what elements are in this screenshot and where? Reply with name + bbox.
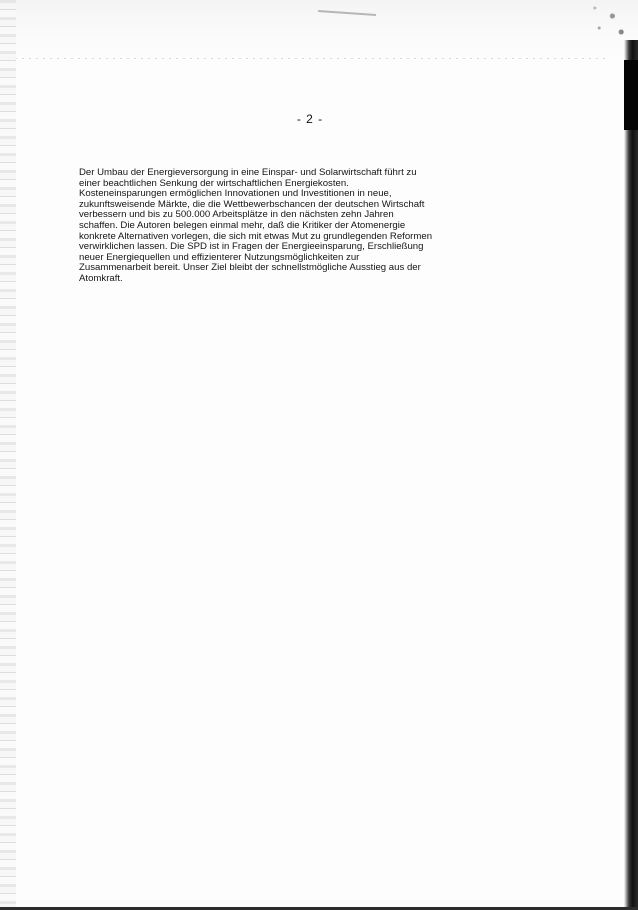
- text-line: schaffen. Die Autoren belegen einmal mehr, daß die Kritiker der Atomenergie: [79, 219, 406, 231]
- page-number: - 2 -: [296, 112, 324, 126]
- scan-right-edge: [624, 40, 638, 910]
- text-line: Kosteneinsparungen ermöglichen Innovationen und Investitionen in neue,: [79, 188, 392, 200]
- text-line: einer beachtlichen Senkung der wirtschaftlichen Energiekosten.: [79, 177, 349, 189]
- scan-corner-speckles: [586, 0, 630, 40]
- text-line: verwirklichen lassen. Die SPD ist in Fragen der Energieeinsparung, Erschließung: [79, 241, 424, 253]
- scan-left-edge: [0, 0, 16, 910]
- text-line: Zusammenarbeit bereit. Unser Ziel bleibt der schnellstmögliche Ausstieg aus der: [79, 262, 421, 274]
- text-line: konkrete Alternativen vorlegen, die sich mit etwas Mut zu grundlegenden Reformen: [79, 230, 433, 242]
- text-line: zukunftsweisende Märkte, die die Wettbewerbschancen der deutschen Wirtschaft: [79, 198, 425, 210]
- scan-top-line: [8, 58, 608, 59]
- scan-right-block: [624, 60, 638, 130]
- body-paragraph: [79, 168, 499, 285]
- text-line: neuer Energiequellen und effizienterer Nutzungsmöglichkeiten zur: [79, 251, 360, 263]
- text-line: Der Umbau der Energieversorgung in eine Einspar- und Solarwirtschaft führt zu: [79, 167, 417, 178]
- text-line: Atomkraft.: [79, 272, 123, 284]
- text-line: verbessern und bis zu 500.000 Arbeitsplätze in den nächsten zehn Jahren: [79, 209, 394, 221]
